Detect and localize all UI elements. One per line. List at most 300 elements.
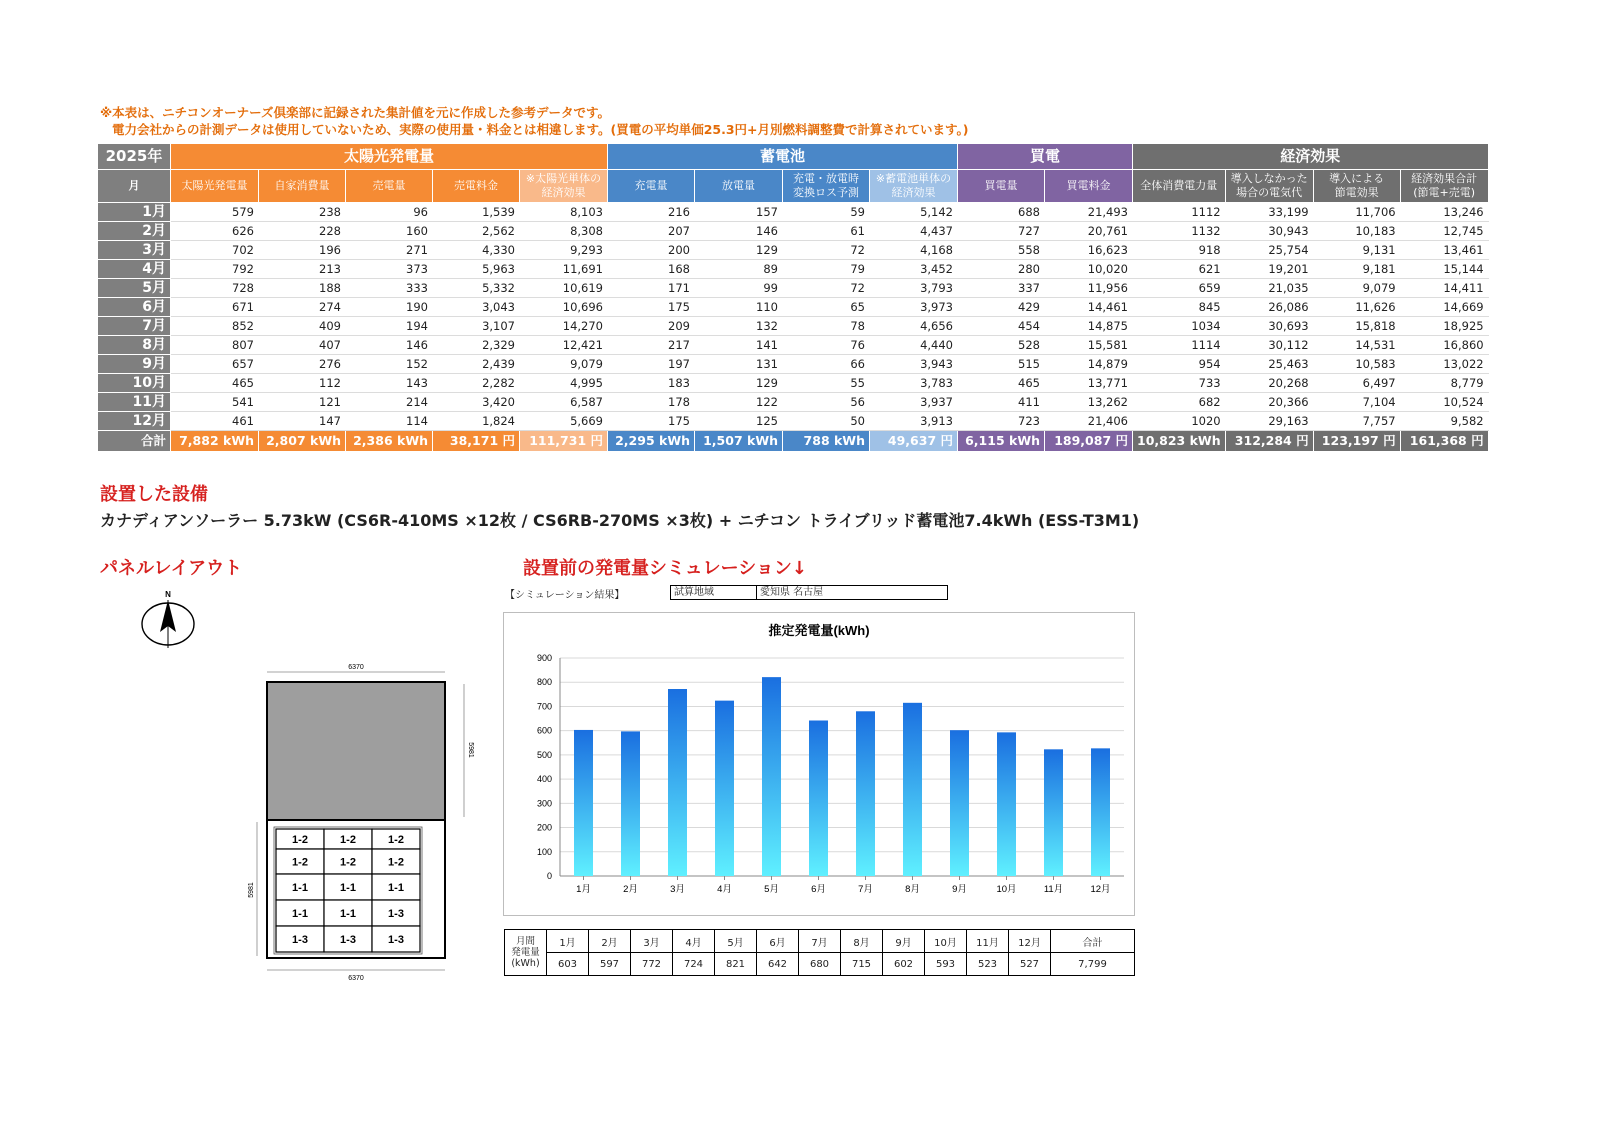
column-header: [958, 170, 1045, 203]
simulation-title: 設置前の発電量シミュレーション↓: [523, 558, 808, 579]
simulation-chart: [503, 612, 1135, 916]
panel-label: 1-2: [388, 856, 404, 869]
panel-label: 1-2: [340, 834, 356, 846]
table-row: [98, 393, 1489, 412]
table-row: [98, 298, 1489, 317]
sim-row-label-line: 月間: [515, 936, 535, 947]
compass-north-label: N: [165, 590, 171, 599]
panel-label: 1-3: [388, 908, 404, 920]
x-tick-label: 3月: [670, 884, 685, 895]
table-cell: 72: [783, 279, 870, 298]
sim-month-value: 602: [883, 953, 925, 976]
table-cell: 21,035: [1225, 279, 1313, 298]
table-cell: 228: [259, 222, 346, 241]
total-cell: 788 kWh: [783, 431, 870, 452]
table-cell: 3,943: [870, 355, 958, 374]
table-cell: 30,112: [1225, 336, 1313, 355]
table-cell: 280: [958, 260, 1045, 279]
column-header-line: ※太陽光単体の: [525, 172, 602, 185]
table-cell: 9,079: [1313, 279, 1400, 298]
table-cell: 723: [958, 412, 1045, 431]
panel-label: 1-3: [340, 934, 356, 946]
column-header: [346, 170, 433, 203]
y-tick-label: 900: [536, 653, 552, 663]
table-cell: 4,437: [870, 222, 958, 241]
column-header: [1045, 170, 1133, 203]
column-header: [171, 170, 259, 203]
table-cell: 157: [695, 203, 783, 222]
month-label: 11月: [98, 393, 171, 412]
sim-month-header: 9月: [883, 930, 925, 953]
total-cell: 111,731 円: [520, 431, 608, 452]
group-solar: 太陽光発電量: [171, 144, 608, 170]
sim-month-header: 1月: [547, 930, 589, 953]
x-tick-label: 12月: [1090, 884, 1111, 895]
table-cell: 175: [608, 412, 695, 431]
total-cell: 10,823 kWh: [1133, 431, 1226, 452]
table-cell: 3,793: [870, 279, 958, 298]
table-cell: 3,420: [433, 393, 520, 412]
table-cell: 954: [1133, 355, 1226, 374]
column-header-line: 変換ロス予測: [793, 186, 859, 199]
sim-month-header: 4月: [673, 930, 715, 953]
table-cell: 8,103: [520, 203, 608, 222]
simulation-area-box: [670, 585, 948, 600]
table-cell: 13,262: [1045, 393, 1133, 412]
table-cell: 13,246: [1400, 203, 1488, 222]
column-header: [783, 170, 870, 203]
x-tick-label: 5月: [764, 884, 779, 895]
column-header-line: 売電料金: [454, 179, 498, 192]
disclaimer-notes: [100, 104, 969, 138]
panel-layout-title: パネルレイアウト: [100, 558, 243, 579]
table-cell: 11,626: [1313, 298, 1400, 317]
table-cell: 6,497: [1313, 374, 1400, 393]
chart-bar: [903, 703, 922, 876]
table-cell: 465: [958, 374, 1045, 393]
x-tick-label: 6月: [811, 884, 826, 895]
table-cell: 132: [695, 317, 783, 336]
table-cell: 76: [783, 336, 870, 355]
table-cell: 5,332: [433, 279, 520, 298]
table-cell: 13,022: [1400, 355, 1488, 374]
table-cell: 131: [695, 355, 783, 374]
column-header-line: 充電量: [634, 179, 668, 192]
total-cell: 7,882 kWh: [171, 431, 259, 452]
total-cell: 38,171 円: [433, 431, 520, 452]
panel-label: 1-3: [388, 934, 404, 946]
panel-grid: [274, 827, 422, 954]
column-header-line: 経済効果: [541, 186, 586, 199]
table-cell: 29,163: [1225, 412, 1313, 431]
column-header: [259, 170, 346, 203]
table-cell: 20,268: [1225, 374, 1313, 393]
column-header: [1313, 170, 1400, 203]
table-cell: 10,524: [1400, 393, 1488, 412]
simulation-result-label: 【シミュレーション結果】: [505, 590, 625, 601]
sim-month-header: 10月: [925, 930, 967, 953]
area-key: 試算地域: [671, 586, 757, 599]
chart-bar: [856, 711, 875, 876]
table-cell: 20,761: [1045, 222, 1133, 241]
table-cell: 4,656: [870, 317, 958, 336]
table-row: [98, 222, 1489, 241]
table-cell: 3,452: [870, 260, 958, 279]
table-cell: 19,201: [1225, 260, 1313, 279]
table-cell: 333: [346, 279, 433, 298]
sim-month-value: 715: [841, 953, 883, 976]
table-cell: 14,531: [1313, 336, 1400, 355]
table-cell: 16,860: [1400, 336, 1488, 355]
table-cell: 515: [958, 355, 1045, 374]
column-header-line: 全体消費電力量: [1140, 179, 1218, 192]
column-header: [695, 170, 783, 203]
table-cell: 682: [1133, 393, 1226, 412]
table-cell: 183: [608, 374, 695, 393]
panel-label: 1-1: [292, 908, 308, 920]
total-cell: 2,386 kWh: [346, 431, 433, 452]
table-cell: 79: [783, 260, 870, 279]
sim-total-value: 7,799: [1051, 953, 1135, 976]
panel-label: 1-1: [340, 908, 356, 920]
total-cell: 189,087 円: [1045, 431, 1133, 452]
month-label: 9月: [98, 355, 171, 374]
month-label: 5月: [98, 279, 171, 298]
note-line-2: 電力会社からの計測データは使用していないため、実際の使用量・料金とは相違します。(買電の平均単価25.3円+月別燃料調整費で計算されています。): [112, 122, 969, 137]
table-cell: 657: [171, 355, 259, 374]
month-label: 1月: [98, 203, 171, 222]
table-cell: 558: [958, 241, 1045, 260]
column-header-line: (節電+売電): [1413, 186, 1475, 199]
table-cell: 61: [783, 222, 870, 241]
sim-month-value: 527: [1009, 953, 1051, 976]
table-cell: 1114: [1133, 336, 1226, 355]
table-cell: 141: [695, 336, 783, 355]
table-cell: 3,937: [870, 393, 958, 412]
table-cell: 13,771: [1045, 374, 1133, 393]
table-cell: 146: [346, 336, 433, 355]
sim-month-header: 2月: [589, 930, 631, 953]
table-cell: 20,366: [1225, 393, 1313, 412]
sim-month-header: 5月: [715, 930, 757, 953]
totals-row: [98, 431, 1489, 452]
table-cell: 411: [958, 393, 1045, 412]
table-cell: 197: [608, 355, 695, 374]
table-cell: 89: [695, 260, 783, 279]
table-cell: 143: [346, 374, 433, 393]
table-cell: 10,583: [1313, 355, 1400, 374]
compass-icon: [138, 588, 198, 650]
table-cell: 10,183: [1313, 222, 1400, 241]
total-cell: 6,115 kWh: [958, 431, 1045, 452]
table-cell: 429: [958, 298, 1045, 317]
x-tick-label: 11月: [1043, 884, 1064, 895]
table-cell: 11,956: [1045, 279, 1133, 298]
chart-title: 推定発電量(kWh): [768, 623, 870, 638]
panel-label: 1-3: [292, 934, 308, 946]
table-cell: 26,086: [1225, 298, 1313, 317]
table-cell: 72: [783, 241, 870, 260]
table-cell: 807: [171, 336, 259, 355]
table-cell: 10,696: [520, 298, 608, 317]
table-cell: 409: [259, 317, 346, 336]
table-cell: 5,142: [870, 203, 958, 222]
table-row: [98, 317, 1489, 336]
y-tick-label: 200: [536, 822, 552, 833]
table-cell: 11,706: [1313, 203, 1400, 222]
table-cell: 110: [695, 298, 783, 317]
y-tick-label: 400: [536, 774, 552, 785]
table-cell: 18,925: [1400, 317, 1488, 336]
table-cell: 4,330: [433, 241, 520, 260]
table-cell: 271: [346, 241, 433, 260]
panel-label: 1-2: [340, 856, 356, 869]
column-header: [433, 170, 520, 203]
year-cell: 2025年: [98, 144, 171, 170]
table-cell: 216: [608, 203, 695, 222]
table-cell: 121: [259, 393, 346, 412]
table-cell: 852: [171, 317, 259, 336]
y-tick-label: 300: [536, 798, 552, 809]
sim-total-header: 合計: [1051, 930, 1135, 953]
table-cell: 33,199: [1225, 203, 1313, 222]
table-cell: 276: [259, 355, 346, 374]
table-cell: 1020: [1133, 412, 1226, 431]
column-header-line: 導入による: [1329, 172, 1385, 185]
chart-bar: [1044, 749, 1063, 876]
chart-svg: [504, 613, 1134, 915]
month-label: 10月: [98, 374, 171, 393]
equipment-description: カナディアンソーラー 5.73kW (CS6R-410MS ×12枚 / CS6RB-270MS ×3枚) + ニチコン トライブリッド蓄電池7.4kWh (ESS-T3M1): [100, 511, 1140, 530]
table-cell: 178: [608, 393, 695, 412]
table-cell: 214: [346, 393, 433, 412]
table-cell: 14,669: [1400, 298, 1488, 317]
column-header-line: 節電効果: [1334, 186, 1379, 199]
table-cell: 15,581: [1045, 336, 1133, 355]
chart-bar: [715, 701, 734, 876]
table-cell: 15,144: [1400, 260, 1488, 279]
group-buy: 買電: [958, 144, 1133, 170]
table-cell: 3,913: [870, 412, 958, 431]
table-cell: 4,440: [870, 336, 958, 355]
table-cell: 14,875: [1045, 317, 1133, 336]
y-tick-label: 500: [536, 749, 552, 760]
sim-value-row: [505, 953, 1135, 976]
column-header-line: 充電・放電時: [793, 172, 859, 185]
x-tick-label: 8月: [905, 884, 920, 895]
table-row: [98, 279, 1489, 298]
column-header: [608, 170, 695, 203]
table-cell: 25,754: [1225, 241, 1313, 260]
sim-month-value: 642: [757, 953, 799, 976]
table-cell: 461: [171, 412, 259, 431]
table-cell: 9,582: [1400, 412, 1488, 431]
total-cell: 123,197 円: [1313, 431, 1400, 452]
table-cell: 5,963: [433, 260, 520, 279]
sim-month-header: 3月: [631, 930, 673, 953]
table-cell: 2,329: [433, 336, 520, 355]
table-cell: 200: [608, 241, 695, 260]
note-line-1: ※本表は、ニチコンオーナーズ倶楽部に記録された集計値を元に作成した参考データです。: [100, 105, 611, 120]
sim-month-value: 724: [673, 953, 715, 976]
table-cell: 3,783: [870, 374, 958, 393]
table-cell: 2,562: [433, 222, 520, 241]
table-cell: 59: [783, 203, 870, 222]
width-dimension-bottom: 6370: [348, 975, 364, 982]
table-cell: 10,020: [1045, 260, 1133, 279]
chart-bar: [950, 730, 969, 876]
table-cell: 30,693: [1225, 317, 1313, 336]
total-cell: 1,507 kWh: [695, 431, 783, 452]
group-battery: 蓄電池: [608, 144, 958, 170]
table-cell: 65: [783, 298, 870, 317]
table-cell: 465: [171, 374, 259, 393]
panel-label: 1-1: [388, 882, 404, 894]
column-header-line: 経済効果合計: [1411, 172, 1478, 185]
table-cell: 9,131: [1313, 241, 1400, 260]
table-cell: 2,282: [433, 374, 520, 393]
x-tick-label: 10月: [996, 884, 1017, 895]
column-header: [870, 170, 958, 203]
sim-month-value: 821: [715, 953, 757, 976]
sim-row-label-line: 発電量: [511, 947, 540, 958]
sim-month-value: 597: [589, 953, 631, 976]
panel-label: 1-2: [388, 834, 404, 846]
table-cell: 14,270: [520, 317, 608, 336]
month-label: 8月: [98, 336, 171, 355]
sim-month-value: 772: [631, 953, 673, 976]
column-header-line: ※蓄電池単体の: [875, 172, 952, 185]
table-cell: 688: [958, 203, 1045, 222]
table-cell: 129: [695, 241, 783, 260]
column-header-line: 買電料金: [1066, 179, 1111, 192]
table-cell: 11,691: [520, 260, 608, 279]
chart-bar: [574, 730, 593, 876]
month-header: 月: [98, 170, 171, 203]
table-row: [98, 260, 1489, 279]
table-row: [98, 203, 1489, 222]
y-tick-label: 100: [536, 846, 552, 857]
sim-month-header: 8月: [841, 930, 883, 953]
table-cell: 1034: [1133, 317, 1226, 336]
table-cell: 207: [608, 222, 695, 241]
table-row: [98, 374, 1489, 393]
total-cell: 2,807 kWh: [259, 431, 346, 452]
table-cell: 13,461: [1400, 241, 1488, 260]
table-cell: 1,824: [433, 412, 520, 431]
area-value: 愛知県 名古屋: [760, 587, 824, 598]
height-dimension-left: 5981: [248, 882, 255, 898]
column-header-line: 導入しなかった: [1230, 172, 1308, 185]
table-cell: 3,107: [433, 317, 520, 336]
table-cell: 733: [1133, 374, 1226, 393]
panel-label: 1-1: [292, 882, 308, 894]
sim-month-value: 593: [925, 953, 967, 976]
table-cell: 209: [608, 317, 695, 336]
table-cell: 3,973: [870, 298, 958, 317]
table-cell: 194: [346, 317, 433, 336]
table-cell: 4,995: [520, 374, 608, 393]
sim-row-label-line: (kWh): [511, 958, 540, 969]
table-cell: 160: [346, 222, 433, 241]
table-cell: 175: [608, 298, 695, 317]
month-label: 6月: [98, 298, 171, 317]
table-cell: 21,406: [1045, 412, 1133, 431]
sim-month-header: 7月: [799, 930, 841, 953]
month-label: 3月: [98, 241, 171, 260]
total-cell: 312,284 円: [1225, 431, 1313, 452]
panel-label: 1-2: [292, 856, 308, 869]
table-cell: 14,461: [1045, 298, 1133, 317]
table-row: [98, 412, 1489, 431]
table-cell: 541: [171, 393, 259, 412]
table-cell: 3,043: [433, 298, 520, 317]
column-header-line: 経済効果: [891, 186, 936, 199]
chart-bar: [621, 731, 640, 876]
table-cell: 528: [958, 336, 1045, 355]
table-cell: 9,293: [520, 241, 608, 260]
table-cell: 78: [783, 317, 870, 336]
table-cell: 373: [346, 260, 433, 279]
table-cell: 702: [171, 241, 259, 260]
table-cell: 337: [958, 279, 1045, 298]
table-cell: 146: [695, 222, 783, 241]
x-tick-label: 2月: [623, 884, 638, 895]
group-header-row: [98, 144, 1489, 170]
column-header-line: 買電量: [984, 179, 1018, 192]
table-cell: 454: [958, 317, 1045, 336]
table-cell: 8,779: [1400, 374, 1488, 393]
month-label: 7月: [98, 317, 171, 336]
chart-bar: [668, 689, 687, 876]
simulation-table: [504, 929, 1135, 976]
table-cell: 845: [1133, 298, 1226, 317]
column-header-line: 放電量: [722, 179, 755, 192]
table-cell: 16,623: [1045, 241, 1133, 260]
table-cell: 14,411: [1400, 279, 1488, 298]
table-cell: 213: [259, 260, 346, 279]
chart-bar: [762, 677, 781, 876]
table-cell: 6,587: [520, 393, 608, 412]
table-cell: 12,421: [520, 336, 608, 355]
table-cell: 10,619: [520, 279, 608, 298]
table-cell: 15,818: [1313, 317, 1400, 336]
x-tick-label: 4月: [717, 884, 732, 895]
column-header: [1225, 170, 1313, 203]
sim-month-value: 680: [799, 953, 841, 976]
table-cell: 2,439: [433, 355, 520, 374]
table-cell: 30,943: [1225, 222, 1313, 241]
table-cell: 238: [259, 203, 346, 222]
table-cell: 56: [783, 393, 870, 412]
table-cell: 7,757: [1313, 412, 1400, 431]
table-cell: 12,745: [1400, 222, 1488, 241]
sim-month-value: 523: [967, 953, 1009, 976]
column-header-line: 売電量: [372, 179, 406, 192]
table-cell: 147: [259, 412, 346, 431]
total-cell: 161,368 円: [1400, 431, 1488, 452]
total-label: 合計: [98, 431, 171, 452]
table-cell: 9,181: [1313, 260, 1400, 279]
panel-label: 1-1: [340, 882, 356, 894]
table-cell: 21,493: [1045, 203, 1133, 222]
table-cell: 1112: [1133, 203, 1226, 222]
chart-bar: [997, 732, 1016, 876]
y-tick-label: 600: [536, 725, 552, 736]
table-cell: 407: [259, 336, 346, 355]
table-cell: 125: [695, 412, 783, 431]
total-cell: 2,295 kWh: [608, 431, 695, 452]
